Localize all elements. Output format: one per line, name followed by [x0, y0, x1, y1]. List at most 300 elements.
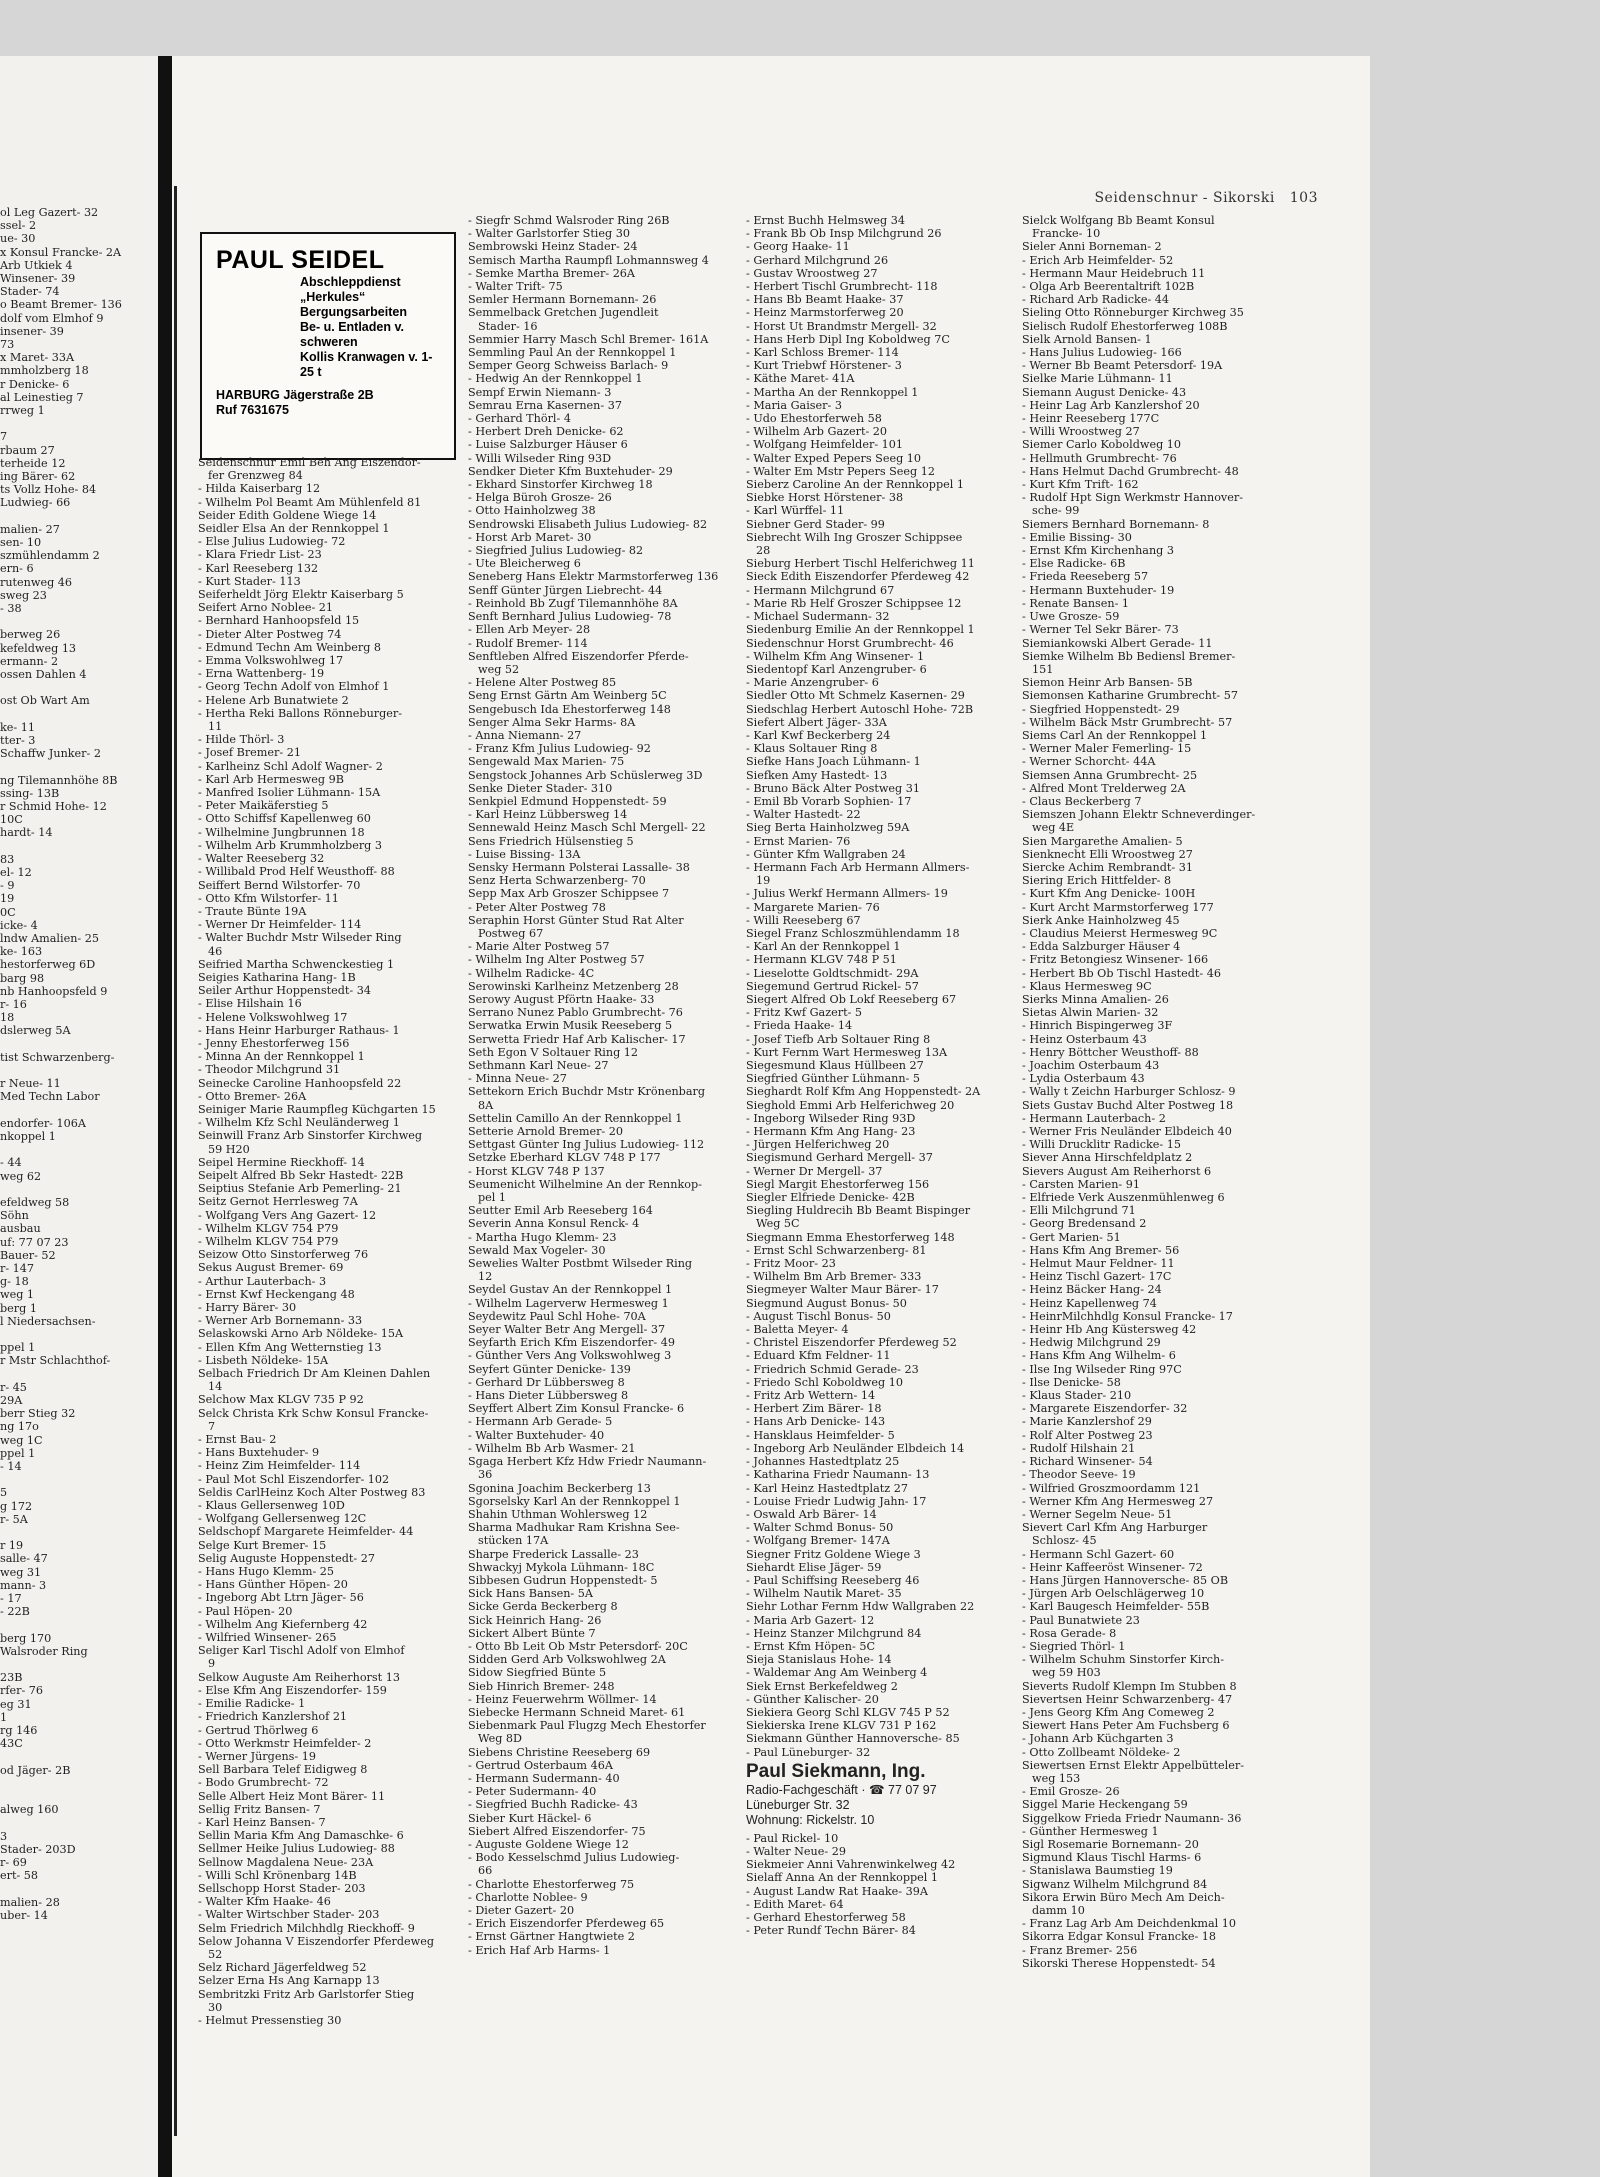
directory-entry: Sellin Maria Kfm Ang Damaschke- 6	[198, 1829, 404, 1843]
directory-entry: - Frieda Haake- 14	[746, 1019, 853, 1033]
directory-entry: Sieberz Caroline An der Rennkoppel 1	[746, 478, 964, 492]
directory-entry: Siebrecht Wilh Ing Groszer Schippsee	[746, 530, 963, 544]
directory-entry: - Klaus Stader- 210	[1022, 1389, 1132, 1403]
directory-entry: Siehr Lothar Fernm Hdw Wallgraben 22	[746, 1600, 975, 1614]
directory-entry: 14	[208, 1380, 223, 1394]
directory-entry	[0, 1658, 158, 1671]
directory-entry: damm 10	[1032, 1904, 1085, 1917]
directory-entry: - Herbert Bb Ob Tischl Hastedt- 46	[1022, 966, 1221, 980]
directory-entry: Siekierska Irene KLGV 731 P 162	[746, 1719, 937, 1733]
directory-entry: rfer- 76	[0, 1684, 44, 1698]
directory-entry: x Maret- 33A	[0, 351, 75, 365]
directory-entry: Selz Richard Jägerfeldweg 52	[198, 1961, 367, 1975]
directory-entry: Sensky Hermann Polsterai Lassalle- 38	[468, 860, 690, 874]
directory-entry: - Charlotte Ehestorferweg 75	[468, 1877, 635, 1891]
directory-entry: - Heinz Zim Heimfelder- 114	[198, 1459, 361, 1473]
directory-entry: - Hermann Arb Gerade- 5	[468, 1415, 613, 1429]
directory-entry: Siekmann Günther Hannoversche- 85	[746, 1732, 960, 1746]
directory-entry: nkoppel 1	[0, 1130, 56, 1144]
directory-entry: - Paul Höpen- 20	[198, 1604, 293, 1618]
directory-entry: l Niedersachsen-	[0, 1314, 96, 1328]
directory-entry: - Hermann Milchgrund 67	[746, 583, 895, 597]
directory-entry: - Jürgen Helferichweg 20	[746, 1138, 890, 1152]
directory-entry: - Theodor Milchgrund 31	[198, 1063, 341, 1077]
directory-entry: Siegl Margit Ehestorferweg 156	[746, 1177, 930, 1191]
directory-entry: Siems Carl An der Rennkoppel 1	[1022, 728, 1208, 742]
directory-entry: - Heinr Kaffeeröst Winsener- 72	[1022, 1560, 1203, 1574]
directory-entry: Senke Dieter Stader- 310	[468, 781, 613, 795]
directory-entry: - Marie Rb Helf Groszer Schippsee 12	[746, 596, 962, 610]
directory-entry: - Ernst Bau- 2	[198, 1433, 277, 1447]
directory-entry: - Kurt Fernm Wart Hermesweg 13A	[746, 1045, 948, 1059]
directory-entry: Winsener- 39	[0, 272, 76, 286]
directory-entry: - Josef Tiefb Arb Soltauer Ring 8	[746, 1032, 931, 1046]
directory-entry: - Emil Grosze- 26	[1022, 1785, 1120, 1799]
directory-entry: Sembritzki Fritz Arb Garlstorfer Stieg	[198, 1987, 415, 2001]
directory-entry: Siegmund August Bonus- 50	[746, 1296, 907, 1310]
directory-entry: ue- 30	[0, 232, 36, 246]
directory-entry: 8A	[478, 1098, 494, 1112]
directory-entry: - Friedo Schl Koboldweg 10	[746, 1375, 903, 1389]
directory-entry: - Karl Würffel- 11	[746, 504, 845, 518]
directory-entry: 19	[0, 892, 15, 906]
directory-entry: - Bodo Grumbrecht- 72	[198, 1776, 329, 1790]
directory-entry: Siefken Amy Hastedt- 13	[746, 768, 888, 782]
directory-entry: - Werner Bb Beamt Petersdorf- 19A	[1022, 359, 1223, 373]
directory-entry: - Käthe Maret- 41A	[746, 372, 855, 386]
directory-entry: 83	[0, 852, 15, 866]
directory-entry: Siegmann Emma Ehestorferweg 148	[746, 1230, 955, 1244]
directory-entry: Siegner Fritz Goldene Wiege 3	[746, 1547, 921, 1561]
directory-entry: - Waldemar Ang Am Weinberg 4	[746, 1666, 928, 1680]
directory-entry: Sielaff Anna An der Rennkoppel 1	[746, 1871, 939, 1885]
directory-entry: ppel 1	[0, 1446, 36, 1460]
directory-entry: - Heinz Stanzer Milchgrund 84	[746, 1626, 922, 1640]
directory-entry: - Margarete Eiszendorfer- 32	[1022, 1402, 1188, 1416]
directory-entry: Sievert Carl Kfm Ang Harburger	[1022, 1521, 1208, 1535]
directory-entry: Sieghold Emmi Arb Helferichweg 20	[746, 1098, 955, 1112]
directory-entry: Weg 5C	[756, 1217, 800, 1231]
directory-entry: - Werner Segelm Neue- 51	[1022, 1507, 1173, 1521]
directory-entry: - Edith Maret- 64	[746, 1897, 844, 1911]
column-rule	[174, 186, 177, 2136]
directory-entry: - Günther Vers Ang Volkswohlweg 3	[468, 1349, 672, 1363]
directory-entry: - Rolf Alter Postweg 23	[1022, 1428, 1153, 1442]
directory-entry: - Otto Bremer- 26A	[198, 1089, 307, 1103]
directory-entry: Siegemund Gertrud Rickel- 57	[746, 979, 919, 993]
directory-entry: g 172	[0, 1499, 33, 1513]
running-head	[1094, 190, 1318, 206]
column-1	[198, 456, 460, 2027]
directory-entry	[0, 708, 158, 721]
directory-entry: - Julius Werkf Hermann Allmers- 19	[746, 887, 948, 901]
directory-entry	[0, 1064, 158, 1077]
directory-entry: - Minna An der Rennkoppel 1	[198, 1050, 365, 1064]
directory-entry: - Hermann Kfm Ang Hang- 23	[746, 1125, 916, 1139]
directory-entry: ossen Dahlen 4	[0, 668, 87, 682]
directory-entry: Seydewitz Paul Schl Hohe- 70A	[468, 1309, 646, 1323]
directory-entry: - Renate Bansen- 1	[1022, 596, 1130, 610]
directory-entry: Semmling Paul An der Rennkoppel 1	[468, 346, 677, 360]
directory-entry: - Lieselotte Goldtschmidt- 29A	[746, 966, 919, 980]
directory-entry	[0, 1777, 158, 1790]
directory-entry: - Gustav Wroostweg 27	[746, 266, 878, 280]
directory-entry: 5	[0, 1486, 8, 1500]
directory-entry: - Werner Schorcht- 44A	[1022, 755, 1156, 769]
directory-entry: Seiffert Bernd Wilstorfer- 70	[198, 878, 361, 892]
directory-entry: Seraphin Horst Günter Stud Rat Alter	[468, 913, 684, 927]
directory-entry: - Wilhelm Bäck Mstr Grumbrecht- 57	[1022, 715, 1233, 729]
directory-entry: - Wally t Zeichn Harburger Schlosz- 9	[1022, 1085, 1236, 1099]
directory-entry: - Hertha Reki Ballons Rönneburger-	[198, 706, 403, 720]
directory-entry: Siefke Hans Joach Lühmann- 1	[746, 755, 921, 769]
directory-entry	[0, 417, 158, 430]
directory-entry: nb Hanhoopsfeld 9	[0, 984, 108, 998]
directory-entry: - Paul Lüneburger- 32	[746, 1745, 871, 1759]
directory-entry: Sieber Kurt Häckel- 6	[468, 1811, 592, 1825]
directory-entry: - Hans Kfm Ang Wilhelm- 6	[1022, 1349, 1176, 1363]
directory-entry: - Walter Trift- 75	[468, 280, 563, 294]
directory-entry: - Hans Jürgen Hannoversche- 85 OB	[1022, 1573, 1229, 1587]
directory-entry: Settekorn Erich Buchdr Mstr Krönenbarg	[468, 1085, 706, 1099]
directory-entry: od Jäger- 2B	[0, 1763, 71, 1777]
directory-entry: 7	[208, 1419, 216, 1433]
ad-siekmann-line: Lüneburger Str. 32	[746, 1797, 850, 1812]
ad-seidel-name: PAUL SEIDEL	[216, 246, 385, 274]
left-fragment-column	[0, 206, 158, 1922]
directory-entry: - Franz Bremer- 256	[1022, 1943, 1138, 1957]
directory-entry: - Wilhelm Kfm Ang Winsener- 1	[746, 649, 925, 663]
directory-entry: Siggelkow Frieda Friedr Naumann- 36	[1022, 1811, 1242, 1825]
directory-entry: - Siegfr Schmd Walsroder Ring 26B	[468, 214, 670, 227]
directory-entry: 43C	[0, 1737, 23, 1751]
directory-entry: - Ernst Kfm Höpen- 5C	[746, 1639, 876, 1653]
directory-entry: Sieghardt Rolf Kfm Ang Hoppenstedt- 2A	[746, 1085, 981, 1099]
directory-entry: - Walter Garlstorfer Stieg 30	[468, 227, 630, 241]
directory-entry: - Wilhelm Arb Gazert- 20	[746, 425, 888, 439]
directory-entry: - Ellen Arb Meyer- 28	[468, 623, 591, 637]
directory-entry	[0, 840, 158, 853]
directory-entry: - Karl Heinz Hastedtplatz 27	[746, 1481, 908, 1495]
directory-entry: - Wilhelm KLGV 754 P79	[198, 1234, 339, 1248]
directory-entry: - Wilfried Groszmoordamm 121	[1022, 1481, 1201, 1495]
directory-entry: - Joachim Osterbaum 43	[1022, 1059, 1160, 1072]
directory-entry: - Ingeborg Abt Ltrn Jäger- 56	[198, 1591, 364, 1605]
directory-entry: weg 52	[478, 662, 520, 676]
directory-entry: - Frieda Reeseberg 57	[1022, 570, 1149, 584]
directory-entry: Weg 8D	[478, 1732, 523, 1746]
directory-entry: Semmier Harry Masch Schl Bremer- 161A	[468, 332, 709, 346]
directory-entry	[0, 760, 158, 773]
directory-entry: - Martha Hugo Klemm- 23	[468, 1230, 617, 1244]
directory-entry: Sidow Siegfried Bünte 5	[468, 1666, 607, 1680]
directory-entry: Sielck Wolfgang Bb Beamt Konsul	[1022, 214, 1215, 227]
directory-entry: malien- 28	[0, 1895, 60, 1909]
directory-entry: - Katharina Friedr Naumann- 13	[746, 1468, 930, 1482]
directory-entry: Sieja Stanislaus Hohe- 14	[746, 1653, 892, 1667]
directory-entry: Sieverts Rudolf Klempn Im Stubben 8	[1022, 1679, 1237, 1693]
directory-entry: Seinecke Caroline Hanhoopsfeld 22	[198, 1076, 402, 1090]
directory-entry: tter- 3	[0, 734, 36, 748]
directory-entry: ssel- 2	[0, 219, 37, 233]
column-3	[746, 214, 1028, 1937]
ad-seidel-line: Kollis Kranwagen v. 1-25 t	[300, 350, 433, 379]
directory-entry: Siegismund Gerhard Mergell- 37	[746, 1151, 933, 1165]
directory-entry: - Walter Buxtehuder- 40	[468, 1428, 605, 1442]
directory-entry: Senger Alma Sekr Harms- 8A	[468, 715, 636, 729]
directory-entry: - Willi Schl Krönenbarg 14B	[198, 1868, 357, 1882]
directory-entry: Walsroder Ring	[0, 1644, 88, 1658]
directory-entry: Siekmeier Anni Vahrenwinkelweg 42	[746, 1858, 956, 1872]
directory-entry: - 22B	[0, 1605, 30, 1619]
directory-entry: - Kurt Triebwf Hörstener- 3	[746, 359, 902, 373]
directory-entry: - Jens Georg Kfm Ang Comeweg 2	[1022, 1705, 1215, 1719]
directory-entry: - Heinz Osterbaum 43	[1022, 1032, 1147, 1046]
directory-entry: - Hinrich Bispingerweg 3F	[1022, 1019, 1173, 1033]
directory-entry: dolf vom Elmhof 9	[0, 311, 104, 325]
running-head-names: Seidenschnur - Sikorski	[1094, 190, 1275, 206]
directory-entry: Siek Ernst Berkefeldweg 2	[746, 1679, 898, 1693]
directory-entry: Seyer Walter Betr Ang Mergell- 37	[468, 1323, 666, 1337]
directory-entry: - Gertrud Osterbaum 46A	[468, 1758, 613, 1772]
directory-entry: o Beamt Bremer- 136	[0, 298, 122, 312]
directory-entry: - Wilhelm Ang Kiefernberg 42	[198, 1617, 368, 1631]
directory-entry: Sieck Edith Eiszendorfer Pferdeweg 42	[746, 570, 970, 584]
ad-seidel-line: Abschleppdienst „Herkules“	[300, 275, 401, 304]
directory-entry: Seyffert Albert Zim Konsul Francke- 6	[468, 1402, 685, 1416]
directory-entry: - Karl Arb Hermesweg 9B	[198, 772, 344, 786]
directory-entry: insener- 39	[0, 324, 64, 338]
directory-entry: - Erna Wattenberg- 19	[198, 667, 325, 681]
directory-entry: - 38	[0, 602, 22, 616]
directory-entry: Serwetta Friedr Haf Arb Kalischer- 17	[468, 1032, 686, 1046]
ad-seidel-line: Be- u. Entladen v. schweren	[300, 320, 404, 349]
directory-entry: 66	[478, 1864, 493, 1878]
directory-entry: - Wilhelm Kfz Schl Neuländerweg 1	[198, 1116, 400, 1130]
directory-entry: - Ernst Schl Schwarzenberg- 81	[746, 1243, 927, 1257]
directory-entry: 10C	[0, 813, 23, 827]
directory-entry: Sicke Gerda Beckerberg 8	[468, 1600, 618, 1614]
directory-entry: g- 18	[0, 1275, 29, 1289]
directory-entry: Siemers Bernhard Bornemann- 8	[1022, 517, 1210, 531]
directory-entry: - Franz Kfm Julius Ludowieg- 92	[468, 742, 651, 756]
directory-entry: Seitz Gernot Herrlesweg 7A	[198, 1195, 358, 1209]
directory-entry: Seifried Martha Schwenckestieg 1	[198, 957, 395, 971]
directory-entry: Seipelt Alfred Bb Sekr Hastedt- 22B	[198, 1168, 404, 1182]
directory-entry: - Hans Dieter Lübbersweg 8	[468, 1389, 629, 1403]
directory-entry: - Kurt Stader- 113	[198, 574, 301, 588]
directory-entry: Sielk Arnold Bansen- 1	[1022, 332, 1152, 346]
directory-entry: Siegert Alfred Ob Lokf Reeseberg 67	[746, 992, 957, 1006]
directory-entry: - Else Julius Ludowieg- 72	[198, 535, 346, 549]
directory-entry: - Johann Arb Küchgarten 3	[1022, 1732, 1174, 1746]
directory-entry: 30	[208, 2000, 223, 2014]
directory-entry: 28	[756, 544, 771, 558]
directory-entry: weg 1C	[0, 1433, 43, 1447]
directory-entry: - Otto Kfm Wilstorfer- 11	[198, 891, 339, 905]
directory-entry: - Heinr Lag Arb Kanzlershof 20	[1022, 398, 1200, 412]
directory-entry: - Otto Hainholzweg 38	[468, 504, 596, 518]
directory-entry: - Werner Dr Heimfelder- 114	[198, 918, 362, 932]
directory-entry: - Peter Maikäferstieg 5	[198, 799, 329, 813]
directory-entry	[0, 1038, 158, 1051]
directory-entry: Siever Anna Hirschfeldplatz 2	[1022, 1151, 1193, 1165]
directory-entry: Siedentopf Karl Anzengruber- 6	[746, 662, 927, 676]
directory-entry: - Martha An der Rennkoppel 1	[746, 385, 919, 399]
directory-entry: - Marie Anzengruber- 6	[746, 676, 879, 690]
directory-entry: - Fritz Arb Wettern- 14	[746, 1389, 876, 1403]
directory-entry: - HeinrMilchhdlg Konsul Francke- 17	[1022, 1309, 1233, 1323]
directory-entry: - Hellmuth Grumbrecht- 76	[1022, 451, 1177, 465]
directory-entry: - Ellen Kfm Ang Wetternstieg 13	[198, 1340, 382, 1354]
directory-entry: - Claus Beckerberg 7	[1022, 794, 1142, 808]
directory-entry: Sievertsen Heinr Schwarzenberg- 47	[1022, 1692, 1233, 1706]
directory-entry: r Schmid Hohe- 12	[0, 800, 107, 814]
directory-entry: - Walter Hastedt- 22	[746, 808, 861, 822]
directory-entry: tist Schwarzenberg-	[0, 1050, 115, 1064]
directory-entry: Serrano Nunez Pablo Grumbrecht- 76	[468, 1006, 683, 1020]
directory-entry: Semmelback Gretchen Jugendleit	[468, 306, 659, 320]
column-3-part-b	[746, 1832, 1028, 1938]
directory-entry: Selzer Erna Hs Ang Karnapp 13	[198, 1974, 380, 1988]
directory-entry: - Margarete Marien- 76	[746, 900, 880, 914]
directory-entry: Settgast Günter Ing Julius Ludowieg- 112	[468, 1138, 705, 1152]
directory-entry: - Marie Kanzlershof 29	[1022, 1415, 1152, 1429]
directory-entry: ng Tilemannhöhe 8B	[0, 773, 118, 787]
directory-entry: Siegler Elfriede Denicke- 42B	[746, 1191, 915, 1205]
directory-entry: Sierk Anke Hainholzweg 45	[1022, 913, 1180, 927]
directory-entry: - Marie Alter Postweg 57	[468, 940, 610, 954]
directory-entry: Semler Hermann Bornemann- 26	[468, 293, 657, 307]
directory-entry: Sgorselsky Karl An der Rennkoppel 1	[468, 1494, 681, 1508]
directory-entry: - Ernst Buchh Helmsweg 34	[746, 214, 905, 227]
directory-entry: weg 153	[1032, 1771, 1081, 1785]
directory-entry: Sieb Hinrich Bremer- 248	[468, 1679, 615, 1693]
directory-entry: salle- 47	[0, 1552, 48, 1566]
directory-entry: ts Vollz Hohe- 84	[0, 483, 97, 497]
directory-entry: - Herbert Zim Bärer- 18	[746, 1402, 882, 1416]
directory-entry: - Karl An der Rennkoppel 1	[746, 940, 901, 954]
ad-siekmann-line: Radio-Fachgeschäft · ☎ 77 07 97	[746, 1782, 937, 1797]
directory-entry: - Luise Salzburger Häuser 6	[468, 438, 628, 452]
directory-entry: 11	[208, 720, 223, 734]
directory-entry: alweg 160	[0, 1803, 59, 1817]
directory-entry: pel 1	[478, 1191, 507, 1205]
directory-entry: - Hans Heinr Harburger Rathaus- 1	[198, 1023, 400, 1037]
directory-entry: r 19	[0, 1539, 24, 1553]
directory-entry: ppel 1	[0, 1341, 36, 1355]
directory-entry: - Friedrich Schmid Gerade- 23	[746, 1362, 919, 1376]
directory-entry: Siercke Achim Rembrandt- 31	[1022, 860, 1193, 874]
directory-entry: - Klaus Gellersenweg 10D	[198, 1499, 345, 1513]
directory-entry: uf: 77 07 23	[0, 1235, 69, 1249]
directory-entry: - Eduard Kfm Feldner- 11	[746, 1349, 891, 1363]
directory-entry: Sethmann Karl Neue- 27	[468, 1059, 609, 1072]
directory-entry: Selge Kurt Bremer- 15	[198, 1538, 327, 1552]
directory-entry: - Jürgen Arb Oelschlägerweg 10	[1022, 1587, 1205, 1601]
directory-entry: Siehardt Elise Jäger- 59	[746, 1560, 882, 1574]
directory-entry: Sennewald Heinz Masch Schl Mergell- 22	[468, 821, 706, 835]
directory-entry: r Denicke- 6	[0, 377, 70, 391]
directory-entry: - Hermann Schl Gazert- 60	[1022, 1547, 1175, 1561]
directory-entry: - Karl Schloss Bremer- 114	[746, 346, 899, 360]
directory-entry: Siering Erich Hittfelder- 8	[1022, 874, 1172, 888]
directory-entry: - Hermann Buxtehuder- 19	[1022, 583, 1175, 597]
directory-entry: Sellschopp Horst Stader- 203	[198, 1881, 366, 1895]
directory-entry: 9	[208, 1657, 216, 1671]
directory-entry: - Semke Martha Bremer- 26A	[468, 266, 636, 280]
directory-entry: - Emilie Bissing- 30	[1022, 530, 1132, 544]
directory-entry: 73	[0, 338, 15, 352]
directory-entry: Sellnow Magdalena Neue- 23A	[198, 1855, 374, 1869]
directory-entry: Arb Utkiek 4	[0, 258, 73, 272]
ad-seidel-line: Bergungsarbeiten	[300, 305, 407, 319]
directory-entry	[0, 1816, 158, 1829]
directory-entry: - Charlotte Noblee- 9	[468, 1890, 588, 1904]
directory-entry: - Kurt Kfm Trift- 162	[1022, 478, 1139, 492]
directory-entry: - Werner Maler Femerling- 15	[1022, 742, 1192, 756]
directory-entry: - Walter Kfm Haake- 46	[198, 1895, 331, 1909]
directory-entry: - Helmut Maur Feldner- 11	[1022, 1257, 1175, 1271]
directory-page	[172, 56, 1370, 2177]
directory-entry: - Walter Buchdr Mstr Wilseder Ring	[198, 931, 402, 945]
directory-entry: Sieling Otto Rönneburger Kirchweg 35	[1022, 306, 1244, 320]
directory-entry: Seng Ernst Gärtn Am Weinberg 5C	[468, 689, 667, 703]
directory-entry: - Emma Volkswohlweg 17	[198, 654, 344, 668]
directory-entry: Sickert Albert Bünte 7	[468, 1626, 596, 1640]
directory-entry: 23B	[0, 1671, 23, 1685]
ad-paul-seidel	[200, 232, 456, 460]
directory-entry: Seyfert Günter Denicke- 139	[468, 1362, 631, 1376]
directory-entry: - Minna Neue- 27	[468, 1072, 567, 1086]
directory-entry: Seldschopf Margarete Heimfelder- 44	[198, 1525, 414, 1539]
directory-entry: - Jenny Ehestorferweg 156	[198, 1036, 350, 1050]
directory-entry: rrweg 1	[0, 404, 45, 418]
directory-entry: - Wilhelm Ing Alter Postweg 57	[468, 953, 645, 967]
directory-entry: - Dieter Gazert- 20	[468, 1904, 575, 1917]
directory-entry: - Hans Helmut Dachd Grumbrecht- 48	[1022, 464, 1239, 478]
directory-entry: - August Tischl Bonus- 50	[746, 1309, 891, 1323]
directory-entry: - Walter Exped Pepers Seeg 10	[746, 451, 922, 465]
directory-entry: r- 16	[0, 998, 27, 1012]
directory-entry: Postweg 67	[478, 926, 544, 940]
directory-entry: kefeldweg 13	[0, 641, 77, 655]
directory-entry: - Georg Haake- 11	[746, 240, 850, 254]
directory-entry: ermann- 2	[0, 654, 59, 668]
left-page-fragment	[0, 56, 158, 2177]
directory-entry: - Hans Herb Dipl Ing Koboldweg 7C	[746, 332, 950, 346]
directory-entry: - Paul Rickel- 10	[746, 1831, 839, 1845]
directory-entry: - Karl Heinz Lübbersweg 14	[468, 808, 628, 822]
directory-entry: Seumenicht Wilhelmine An der Rennkop-	[468, 1177, 702, 1191]
directory-entry: weg 4E	[1032, 821, 1075, 835]
directory-entry: Siemann August Denicke- 43	[1022, 385, 1187, 399]
directory-entry: Selaskowski Arno Arb Nöldeke- 15A	[198, 1327, 404, 1341]
directory-entry: al Leinestieg 7	[0, 390, 84, 404]
directory-entry: r Mstr Schlachthof-	[0, 1354, 111, 1368]
directory-entry: - Hansklaus Heimfelder- 5	[746, 1428, 895, 1442]
directory-entry: - Oswald Arb Bärer- 14	[746, 1507, 877, 1521]
directory-entry: Siemon Heinr Arb Bansen- 5B	[1022, 676, 1193, 690]
directory-entry: - Wolfgang Bremer- 147A	[746, 1534, 890, 1548]
directory-entry: Sekus August Bremer- 69	[198, 1261, 344, 1275]
directory-entry: - Klaus Hermesweg 9C	[1022, 979, 1152, 993]
directory-entry: - Karlheinz Schl Adolf Wagner- 2	[198, 759, 383, 773]
directory-entry: - Bruno Bäck Alter Postweg 31	[746, 781, 920, 795]
directory-entry: Med Techn Labor	[0, 1090, 100, 1104]
directory-entry: Stader- 74	[0, 285, 60, 299]
directory-entry: - Siegfried Julius Ludowieg- 82	[468, 544, 644, 558]
